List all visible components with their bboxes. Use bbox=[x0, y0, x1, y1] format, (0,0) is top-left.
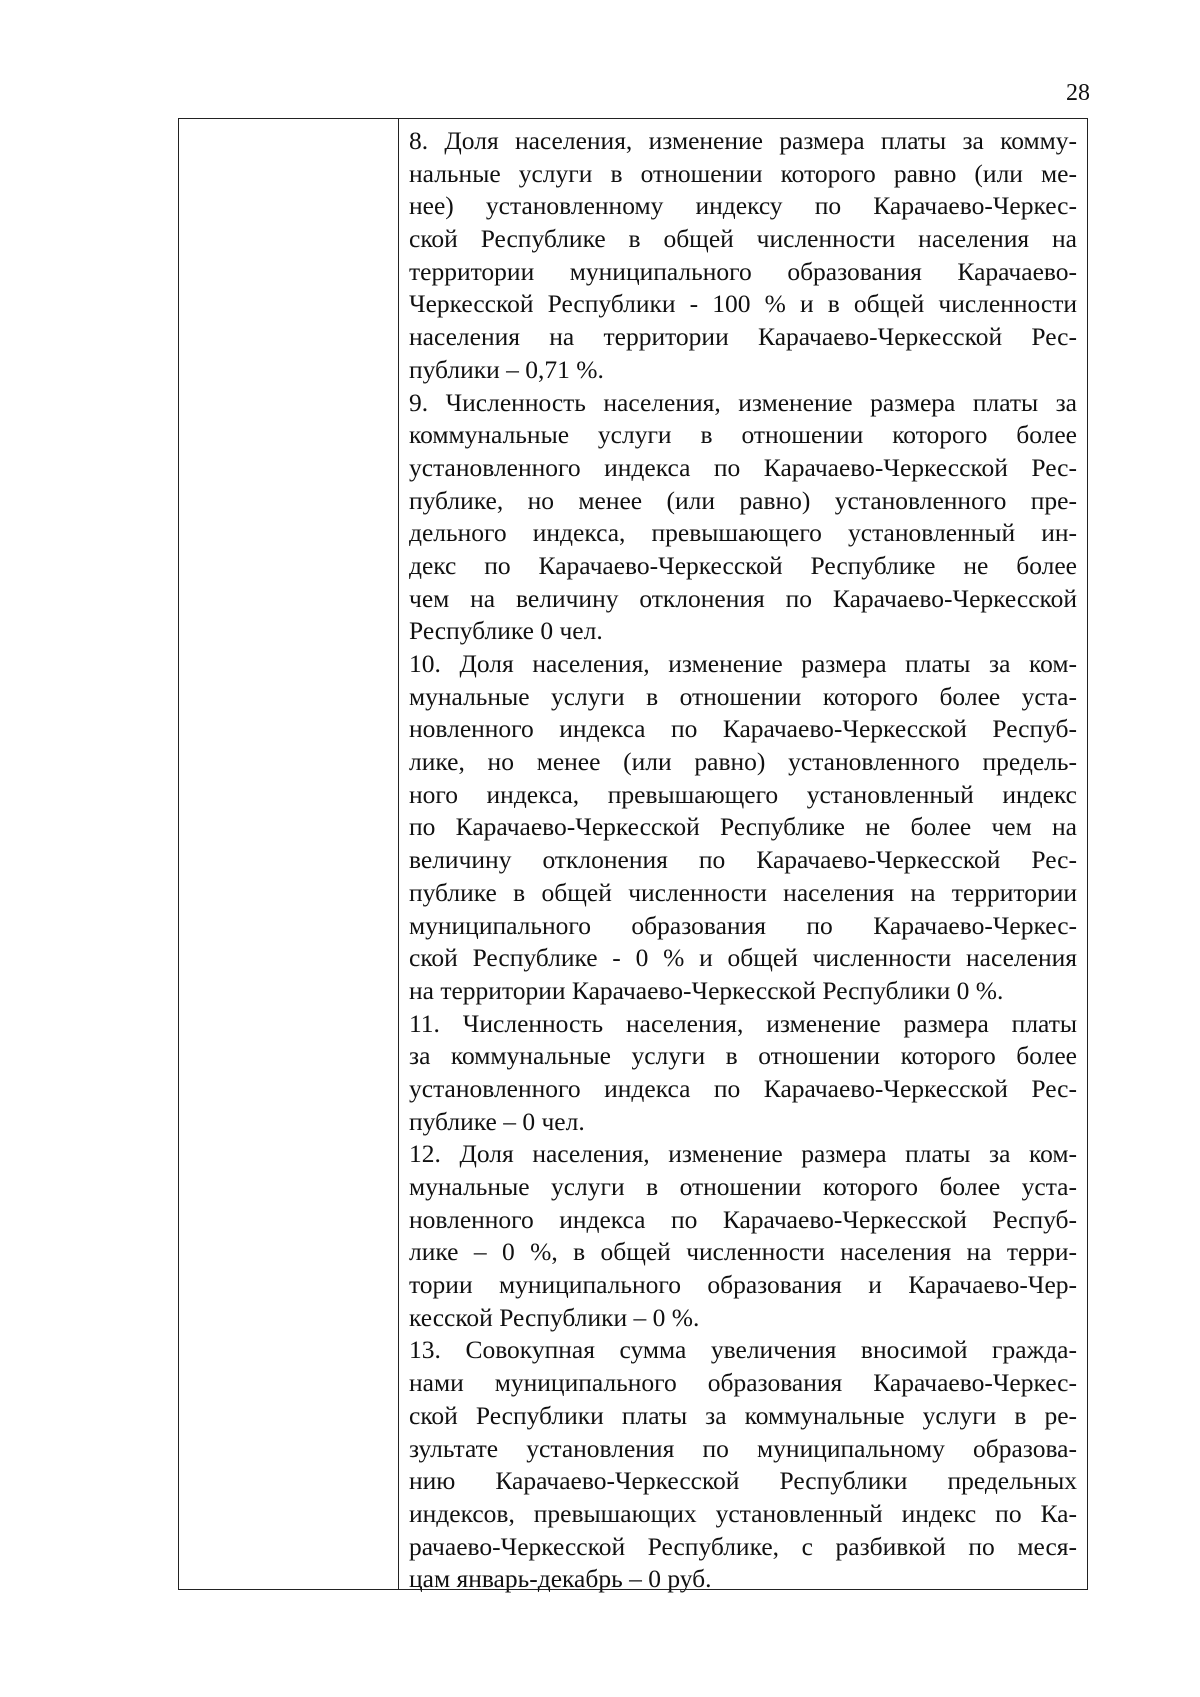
text-line: цам январь-декабрь – 0 руб. bbox=[409, 1564, 712, 1594]
text-line: публике в общей численности населения на территории bbox=[409, 877, 1077, 907]
text-line: нию Карачаево-Черкесской Республики предельных bbox=[409, 1466, 1077, 1496]
table-left-cell bbox=[179, 119, 399, 1589]
text-line: величину отклонения по Карачаево-Черкесской Рес- bbox=[409, 845, 1077, 875]
text-line: нами муниципального образования Карачаево-Черкес- bbox=[409, 1368, 1077, 1398]
text-line: нальные услуги в отношении которого равно (или ме- bbox=[409, 158, 1077, 188]
text-line: Республике 0 чел. bbox=[409, 616, 603, 646]
text-line: установленного индекса по Карачаево-Черкесской Рес- bbox=[409, 452, 1077, 482]
text-line: публике, но менее (или равно) установленного пре- bbox=[409, 485, 1077, 515]
text-line: зультате установления по муниципальному образова- bbox=[409, 1433, 1077, 1463]
text-line: коммунальные услуги в отношении которого более bbox=[409, 420, 1077, 450]
text-line: ской Республики платы за коммунальные услуги в ре- bbox=[409, 1400, 1077, 1430]
text-line: на территории Карачаево-Черкесской Республики 0 %. bbox=[409, 975, 1004, 1005]
text-line: ской Республике - 0 % и общей численности населения bbox=[409, 943, 1077, 973]
text-line: Черкесской Республики - 100 % и в общей численности bbox=[409, 289, 1077, 319]
text-line: 9. Численность населения, изменение размера платы за bbox=[409, 387, 1077, 417]
text-line: декс по Карачаево-Черкесской Республике не более bbox=[409, 550, 1077, 580]
text-line: 13. Совокупная сумма увеличения вносимой гражда- bbox=[409, 1335, 1077, 1365]
text-line: по Карачаево-Черкесской Республике не более чем на bbox=[409, 812, 1077, 842]
text-line: территории муниципального образования Карачаево- bbox=[409, 256, 1077, 286]
text-line: рачаево-Черкесской Республике, с разбивкой по меся- bbox=[409, 1531, 1077, 1561]
text-line: населения на территории Карачаево-Черкесской Рес- bbox=[409, 322, 1077, 352]
text-line: чем на величину отклонения по Карачаево-Черкесской bbox=[409, 583, 1077, 613]
text-line: публике – 0 чел. bbox=[409, 1106, 585, 1136]
text-line: нее) установленному индексу по Карачаево-Черкес- bbox=[409, 191, 1077, 221]
text-line: лике – 0 %, в общей численности населения на терри- bbox=[409, 1237, 1077, 1267]
text-line: 10. Доля населения, изменение размера платы за ком- bbox=[409, 649, 1077, 678]
text-line: муниципального образования по Карачаево-Черкес- bbox=[409, 910, 1077, 940]
text-line: ного индекса, превышающего установленный индекс bbox=[409, 779, 1077, 809]
text-line: индексов, превышающих установленный индекс по Ка- bbox=[409, 1498, 1077, 1528]
text-line: публики – 0,71 %. bbox=[409, 354, 604, 384]
text-line: 8. Доля населения, изменение размера платы за комму- bbox=[409, 126, 1077, 155]
text-line: лике, но менее (или равно) установленного предель- bbox=[409, 747, 1077, 777]
text-line: мунальные услуги в отношении которого более уста- bbox=[409, 681, 1077, 711]
text-line: установленного индекса по Карачаево-Черкесской Рес- bbox=[409, 1073, 1077, 1103]
text-line: дельного индекса, превышающего установленный ин- bbox=[409, 518, 1077, 548]
text-line: за коммунальные услуги в отношении которого более bbox=[409, 1041, 1077, 1071]
text-line: 11. Численность населения, изменение размера платы bbox=[409, 1008, 1077, 1038]
text-line: кесской Республики – 0 %. bbox=[409, 1302, 700, 1332]
text-line: новленного индекса по Карачаево-Черкесской Респуб- bbox=[409, 714, 1077, 744]
text-line: тории муниципального образования и Карачаево-Чер- bbox=[409, 1270, 1077, 1300]
table-right-cell bbox=[399, 119, 1087, 1594]
text-line: ской Республике в общей численности населения на bbox=[409, 224, 1077, 254]
page-number: 28 bbox=[1066, 80, 1090, 106]
document-table bbox=[178, 118, 1088, 1594]
text-line: новленного индекса по Карачаево-Черкесской Респуб- bbox=[409, 1204, 1077, 1234]
text-line: 12. Доля населения, изменение размера платы за ком- bbox=[409, 1139, 1077, 1169]
text-line: мунальные услуги в отношении которого более уста- bbox=[409, 1172, 1077, 1201]
